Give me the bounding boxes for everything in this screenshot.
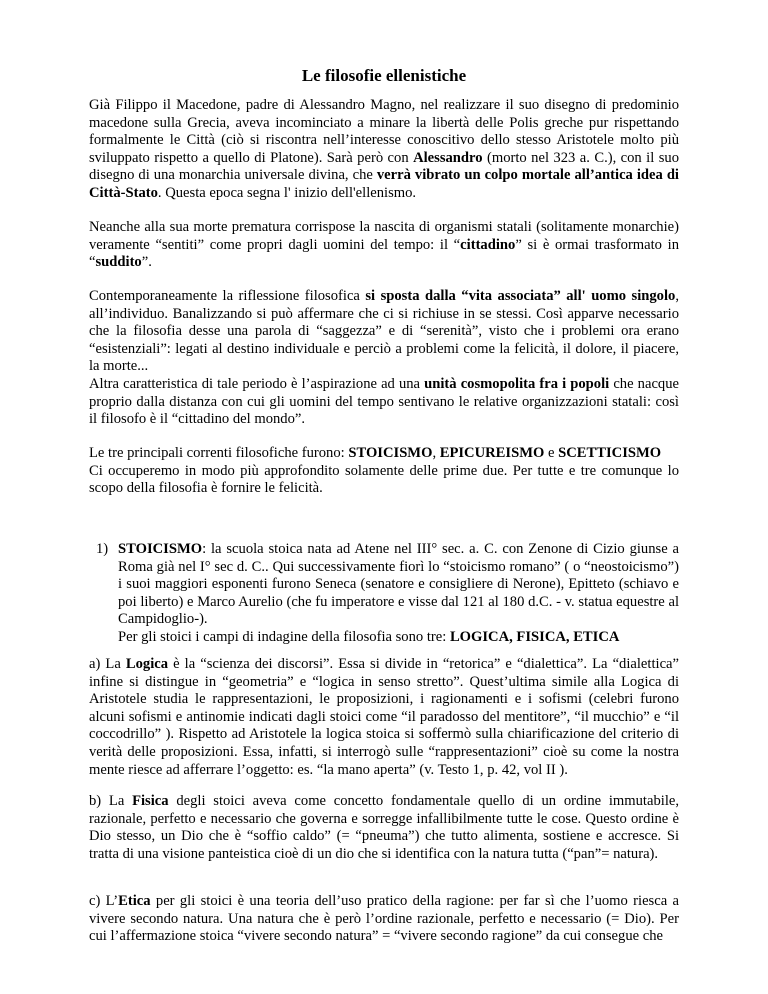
paragraph-correnti <box>89 445 679 498</box>
paragraph-intro <box>89 97 679 203</box>
text: b) La <box>89 793 133 809</box>
bold-text: Alessandro <box>413 149 483 166</box>
text: Altra caratteristica di tale periodo è l’aspirazione ad una <box>89 375 425 392</box>
text: degli stoici aveva come concetto fondamentale quello di un ordine immutabile, razionale, perfetto e necessario che governa e sorregge infallibilmente tutte le cose. Questo ordine è Dio stesso, un Dio che è “soffio caldo” (= “pneuma”) che tutto alimenta, sostiene e accresce. Si tratta di una visione panteistica cioè di un dio che si identifica con la natura tutta (“pan”= natura). <box>89 793 679 862</box>
paragraph-etica <box>89 893 679 946</box>
list-number: 1) <box>96 541 109 557</box>
bold-text: SCETTICISMO <box>558 445 662 461</box>
paragraph-logica <box>89 656 679 779</box>
text: Neanche alla sua morte prematura corrispose la nascita di organismi statali (solitamente monarchie) veramente “sentiti” come propri dagli uomini del tempo: il “ <box>89 219 679 253</box>
list-item-stoicismo <box>96 541 679 647</box>
paragraph-cittadino <box>89 219 679 272</box>
paragraph-riflessione <box>89 288 679 429</box>
text: è la “scienza dei discorsi”. Essa si divide in “retorica” e “dialettica”. La “dialettica” infine si distingue in “geometria” e “logica in senso stretto”. Quest’ultima simile alla Logica di Aristotele studia le rappresentazioni, le proposizioni, i ragionamenti e i sofismi (celebri furono alcuni sofismi e antinomie indicati dagli stoici come “il paradosso del mentitore”, “il mucchio” e “il coccodrillo” ). Rispetto ad Aristotele la logica stoica si soffermò sulla chiarificazione del criterio di verità delle proposizioni. Essa, infatti, si interrogò sulle “rappresentazioni” cioè su come la nostra mente riesce ad afferrare l’oggetto: es. “la mano aperta” (v. Testo 1, p. 42, vol II ). <box>89 656 679 778</box>
bold-text: si sposta dalla “vita associata” all' uomo singolo <box>365 288 676 304</box>
text: per gli stoici è una teoria dell’uso pratico della ragione: per far sì che l’uomo riesca a vivere secondo natura. Una natura che è però l’ordine razionale, perfetto e necessario (= Dio). Per cui l’affermazione stoica “vivere secondo natura” = “vivere secondo ragione” da cui consegue che <box>89 893 680 945</box>
bold-text: cittadino <box>460 236 516 253</box>
text: (morto nel 323 a. C.), con il suo disegno di una monarchia universale divina, che <box>89 149 679 184</box>
text: a) La <box>89 656 126 672</box>
text: che nacque proprio dalla distanza con cui gli uomini del tempo sentivano le relative organizzazioni statali: così il filosofo è il “cittadino del mondo”. <box>89 375 680 428</box>
bold-text: STOICISMO <box>348 445 433 461</box>
text: Per gli stoici i campi di indagine della filosofia sono tre: <box>118 628 450 645</box>
bold-text: EPICUREISMO <box>439 445 545 461</box>
bold-text: unità cosmopolita fra i popoli <box>424 375 610 392</box>
text: Contemporaneamente la riflessione filosofica <box>89 288 366 304</box>
paragraph-fisica <box>89 793 679 863</box>
text: , all’individuo. Banalizzando si può affermare che ci si richiuse in se stessi. Così apparve necessario che la filosofia desse una parola di “saggezza” e di “serenità”, visto che i problemi ora erano “esistenziali”: legati al destino individuale e perciò a problemi come la felicità, il dolore, il piacere, la morte... <box>89 288 679 375</box>
text: ”. <box>141 254 152 271</box>
text: ” si è ormai trasformato in “ <box>89 236 680 271</box>
page-title: Le filosofie ellenistiche <box>301 66 467 85</box>
bold-text: STOICISMO <box>118 541 203 557</box>
text: e <box>544 445 559 461</box>
bold-text: verrà vibrato un colpo mortale all’antica idea di Città-Stato <box>89 167 679 201</box>
bold-text: suddito <box>95 254 142 271</box>
text: , <box>432 445 440 461</box>
text: . Questa epoca segna l' inizio dell'ellenismo. <box>157 184 417 201</box>
text: Già Filippo il Macedone, padre di Alessandro Magno, nel realizzare il suo disegno di predominio macedone sulla Grecia, aveva incominciato a minare la libertà delle Polis greche pur rispettando formalmente le Città (ciò si riscontra nell’interesse conoscitivo dello stesso Aristotele molto più sviluppato rispetto a quello di Platone). Sarà però con <box>89 97 679 166</box>
text: : la scuola stoica nata ad Atene nel III° sec. a. C. con Zenone di Cizio giunse a Roma già nel I° sec d. C.. Qui successivamente fiorì lo “stoicismo romano” ( o “neostoicismo”) i suoi maggiori esponenti furono Seneca (senatore e consigliere di Nerone), Epitteto (schiavo e poi liberto) e Marco Aurelio (che fu imperatore e visse dal 121 al 180 d.C. - v. statua equestre al Campidoglio-). <box>118 541 679 628</box>
bold-text: LOGICA, FISICA, ETICA <box>449 628 620 645</box>
bold-text: Etica <box>118 893 151 909</box>
bold-text: Fisica <box>132 793 169 809</box>
text: c) L’ <box>89 893 119 909</box>
text: Ci occuperemo in modo più approfondito solamente delle prime due. Per tutte e tre comunque lo scopo della filosofia è fornire le felicità. <box>89 462 679 497</box>
bold-text: Logica <box>125 656 169 672</box>
text: Le tre principali correnti filosofiche furono: <box>89 445 349 461</box>
